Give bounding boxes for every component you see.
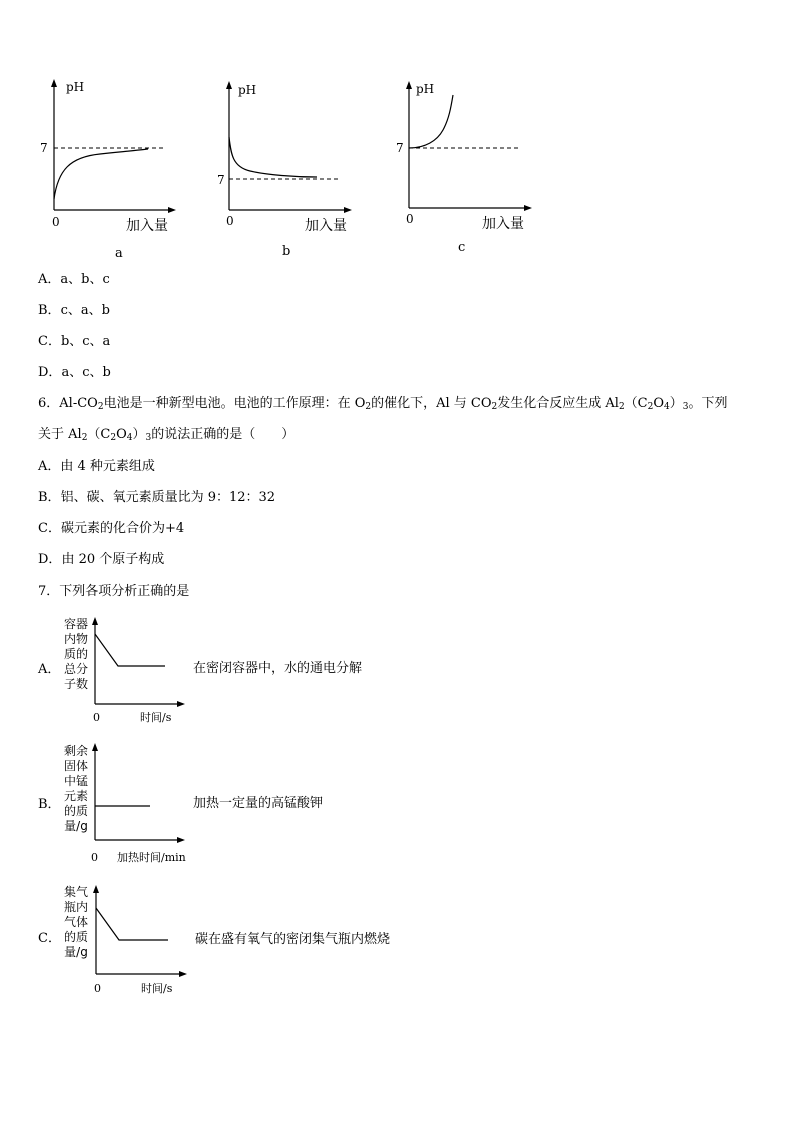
q7-c-desc: 碳在盛有氧气的密闭集气瓶内燃烧 — [195, 932, 391, 947]
q5-option-c[interactable]: C．b、c、a — [38, 334, 111, 349]
chart-b-y-arrow — [226, 81, 232, 89]
chart-b-ref-label: 7 — [217, 173, 225, 187]
ph-chart-b — [205, 75, 365, 235]
q7-option-b-key[interactable]: B． — [38, 797, 61, 812]
q5-option-b[interactable]: B．c、a、b — [38, 303, 110, 318]
chart-b-origin: 0 — [226, 214, 234, 228]
q7-c-x-arrow — [179, 971, 187, 977]
chart-a-ref-label: 7 — [40, 141, 48, 155]
q7-c-chart — [90, 880, 200, 990]
chart-c-y-arrow — [406, 81, 412, 89]
q6-stem-line2: 关于 $Al_2(C_2O_4)_3$的说法正确的是（ ） — [38, 427, 295, 443]
q7-a-x-arrow — [177, 701, 185, 707]
chart-c-caption: c — [458, 240, 466, 255]
q7-b-x-arrow — [177, 837, 185, 843]
q7-c-xlabel: 时间/s — [141, 982, 173, 995]
q7-a-desc: 在密闭容器中，水的通电分解 — [193, 661, 363, 676]
q7-c-y-arrow — [93, 885, 99, 893]
q6-option-d[interactable]: D．由 20 个原子构成 — [38, 552, 165, 567]
chart-a-curve — [54, 149, 148, 199]
q7-b-desc: 加热一定量的高锰酸钾 — [193, 796, 324, 811]
q6-option-c[interactable]: C．碳元素的化合价为+4 — [38, 521, 185, 536]
chart-a-xlabel: 加入量 — [126, 218, 168, 234]
chart-b-ylabel: pH — [238, 83, 257, 97]
chart-a-y-arrow — [51, 79, 57, 87]
q7-b-chart — [90, 738, 200, 848]
chart-c-curve — [409, 95, 453, 148]
q7-a-chart — [90, 612, 200, 722]
chart-b-caption: b — [282, 244, 291, 259]
chart-a-ylabel: pH — [66, 80, 85, 94]
q7-b-xlabel: 加热时间/min — [117, 851, 186, 864]
ph-chart-c — [385, 75, 545, 235]
q5-option-a[interactable]: A．a、b、c — [38, 272, 110, 287]
q7-a-ylabel: 容器 内物 质的 总分 子数 — [63, 617, 88, 691]
chart-c-xlabel: 加入量 — [482, 216, 524, 232]
chart-a-x-arrow — [168, 207, 176, 213]
ph-chart-a — [30, 75, 190, 235]
q7-option-a-key[interactable]: A． — [38, 662, 61, 677]
q7-a-y-arrow — [92, 617, 98, 625]
q7-b-ylabel: 剩余 固体 中锰 元素 的质 量/g — [63, 744, 88, 833]
chart-c-ref-label: 7 — [396, 141, 404, 155]
q7-b-origin: 0 — [91, 851, 98, 864]
q7-c-line — [96, 908, 168, 940]
chart-b-xlabel: 加入量 — [305, 218, 347, 234]
chart-a-origin: 0 — [52, 215, 60, 229]
q7-b-y-arrow — [92, 743, 98, 751]
q7-a-line — [95, 634, 165, 666]
chart-c-x-arrow — [524, 205, 532, 211]
q7-option-c-key[interactable]: C． — [38, 931, 61, 946]
q7-a-xlabel: 时间/s — [140, 711, 172, 724]
chart-a-caption: a — [115, 246, 123, 261]
q7-c-origin: 0 — [94, 982, 101, 995]
q6-stem-line1: 6．$Al-CO_2$电池是一种新型电池。电池的工作原理：在 $O_2$的催化下，Al 与 $CO_2$发生化合反应生成 $Al_2(C_2O_4)_3$。下列 — [38, 396, 728, 412]
chart-b-x-arrow — [344, 207, 352, 213]
q7-stem: 7．下列各项分析正确的是 — [38, 584, 190, 599]
q7-c-ylabel: 集气 瓶内 气体 的质 量/g — [63, 885, 88, 959]
chart-b-curve — [229, 137, 317, 177]
chart-c-origin: 0 — [406, 212, 414, 226]
q6-option-a[interactable]: A．由 4 种元素组成 — [38, 459, 155, 474]
q6-option-b[interactable]: B．铝、碳、氧元素质量比为 9：12：32 — [38, 490, 276, 505]
q7-a-origin: 0 — [93, 711, 100, 724]
chart-c-ylabel: pH — [416, 82, 435, 96]
q5-option-d[interactable]: D．a、c、b — [38, 365, 111, 380]
